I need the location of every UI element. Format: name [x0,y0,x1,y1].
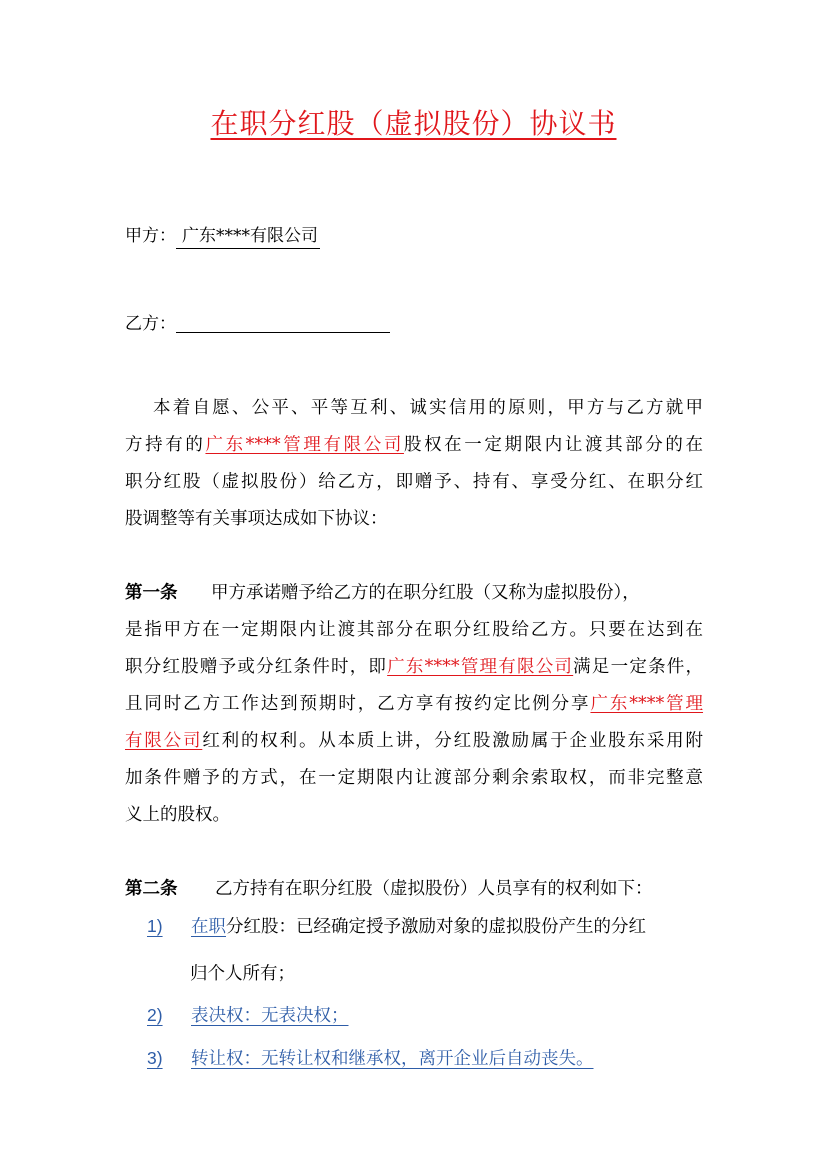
article-1-line: 加条件赠予的方式，在一定期限内让渡部分剩余索取权，而非完整意 [125,768,703,788]
party-b-blank-line [176,314,390,333]
intro-line: 股调整等有关事项达成如下协议： [125,509,388,529]
article-2-heading: 第二条 [125,879,178,899]
list-number: 2) [147,1005,163,1025]
party-a [125,224,320,249]
company-name: 有限公司 [125,731,203,751]
list-item: 2) 表决权：无表决权； [147,1005,349,1026]
list-item: 3) 转让权：无转让权和继承权，离开企业后自动丧失。 [147,1048,594,1069]
party-a-label: 甲方： [125,226,176,246]
article-1-heading: 第一条 [125,583,178,603]
company-name: 广东****管理 [590,694,704,714]
intro-line: 方持有的广东****管理有限公司股权在一定期限内让渡其部分的在 [125,435,704,455]
article-1-line: 有限公司红利的权利。从本质上讲，分红股激励属于企业股东采用附 [125,731,704,751]
intro-paragraph [125,390,703,538]
list-number: 3) [147,1048,163,1068]
article-2 [125,871,703,908]
article-1-line: 义上的股权。 [125,805,230,825]
article-1-line: 职分红股赠予或分红条件时，即广东****管理有限公司满足一定条件， [125,657,704,677]
party-b-label: 乙方： [125,314,176,334]
party-b [125,312,390,336]
article-1-line: 是指甲方在一定期限内让渡其部分在职分红股给乙方。只要在达到在 [125,620,703,640]
intro-line: 本着自愿、公平、平等互利、诚实信用的原则，甲方与乙方就甲 [153,398,703,418]
article-1 [125,575,703,834]
list-item-continuation: 归个人所有； [190,964,295,984]
article-1-line: 第一条 甲方承诺赠予给乙方的在职分红股（又称为虚拟股份）， [125,575,703,612]
company-name: 广东****管理有限公司 [387,657,574,677]
list-number: 1) [147,916,163,936]
article-2-line: 第二条 乙方持有在职分红股（虚拟股份）人员享有的权利如下： [125,871,703,908]
article-1-line: 且同时乙方工作达到预期时，乙方享有按约定比例分享广东****管理 [125,694,704,714]
company-name: 广东****管理有限公司 [205,435,404,455]
party-a-value: 广东****有限公司 [176,224,320,249]
intro-line: 职分红股（虚拟股份）给乙方，即赠予、持有、享受分红、在职分红 [125,472,703,492]
list-item: 1) 在职分红股：已经确定授予激励对象的虚拟股份产生的分红 [147,916,646,937]
document-title: 在职分红股（虚拟股份）协议书 [210,107,617,140]
